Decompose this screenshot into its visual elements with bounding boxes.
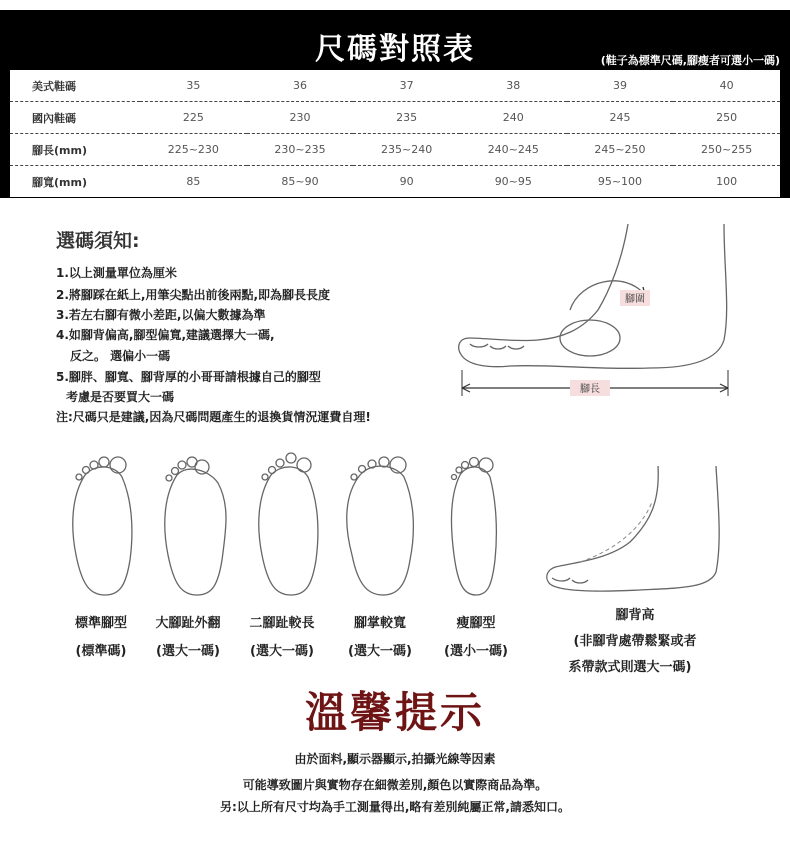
- foot-type-name: 腳掌較寬: [353, 616, 406, 631]
- table-cell: 240~245: [460, 134, 567, 166]
- size-chart-title: 尺碼對照表: [315, 32, 475, 67]
- note-line: 3.若左右腳有微小差距,以偏大數據為準: [56, 308, 266, 322]
- girth-label: 腳圍: [625, 294, 645, 305]
- foot-type-advice: (選大一碼): [348, 644, 412, 659]
- notes-title: 選碼須知:: [56, 230, 140, 252]
- foot-type-advice: (標準碼): [75, 644, 127, 659]
- foot-measure-diagram: [450, 220, 750, 410]
- high-instep-title: 腳背高: [615, 608, 655, 623]
- table-cell: 38: [460, 70, 567, 102]
- table-cell: 90: [399, 175, 414, 188]
- standard-foot-icon: [73, 457, 132, 595]
- table-row: [10, 70, 780, 102]
- table-cell: 235: [353, 102, 460, 134]
- table-cell: 235~240: [353, 134, 460, 166]
- note-line: 1.以上測量單位為厘米: [56, 266, 177, 280]
- table-cell: 250: [673, 102, 780, 134]
- size-chart-note: (鞋子為標準尺碼,腳瘦者可選小一碼): [600, 54, 780, 67]
- note-line: 注:尺碼只是建議,因為尺碼問題產生的退換貨情況運費自理!: [56, 410, 371, 424]
- table-row: [10, 166, 780, 198]
- bunion-foot-icon: [165, 457, 226, 595]
- note-line: 2.將腳踩在紙上,用筆尖點出前後兩點,即為腳長長度: [56, 288, 331, 302]
- tip-line: 另:以上所有尺寸均為手工測量得出,略有差別純屬正常,請悉知口。: [220, 800, 570, 814]
- note-line: 考慮是否要買大一碼: [66, 390, 175, 404]
- table-cell: 36: [247, 70, 354, 102]
- tip-line: 可能導致圖片與實物存在細微差別,顏色以實際商品為準。: [242, 778, 548, 792]
- slim-foot-icon: [452, 458, 497, 596]
- foot-type-advice: (選小一碼): [444, 644, 508, 659]
- high-instep-line1: (非腳背處帶鬆緊或者: [573, 634, 697, 649]
- foot-type-name: 二腳趾較長: [249, 616, 315, 631]
- table-cell: 85~90: [281, 175, 319, 188]
- table-cell: 230~235: [247, 134, 354, 166]
- size-chart-panel: [0, 10, 790, 198]
- foot-type-advice: (選大一碼): [156, 644, 220, 659]
- note-line: 4.如腳背偏高,腳型偏寬,建議選擇大一碼,: [56, 328, 275, 342]
- table-cell: 85: [186, 175, 201, 188]
- foot-type-name: 瘦腳型: [456, 616, 496, 631]
- high-instep-line2: 系帶款式則選大一碼): [568, 660, 692, 675]
- table-row: [10, 102, 780, 134]
- table-cell: 230: [247, 102, 354, 134]
- table-cell: 37: [353, 70, 460, 102]
- tip-line: 由於面料,顯示器顯示,拍攝光線等因素: [294, 752, 496, 766]
- table-cell: 225~230: [140, 134, 247, 166]
- note-line: 反之。 選偏小一碼: [70, 349, 171, 363]
- table-cell: 245~250: [567, 134, 674, 166]
- row-label: 國內鞋碼: [10, 102, 140, 134]
- table-cell: 240: [460, 102, 567, 134]
- table-cell: 100: [716, 175, 738, 188]
- row-label: 腳寬(mm): [32, 175, 87, 189]
- table-cell: 95~100: [597, 175, 643, 188]
- long-second-toe-foot-icon: [259, 453, 318, 595]
- size-table: [10, 70, 780, 197]
- foot-types-drawing: [60, 445, 520, 610]
- wide-foot-icon: [347, 457, 414, 595]
- foot-type-name: 大腳趾外翻: [155, 616, 221, 631]
- table-cell: 40: [673, 70, 780, 102]
- table-cell: 250~255: [673, 134, 780, 166]
- table-cell: 245: [567, 102, 674, 134]
- table-row: [10, 134, 780, 166]
- foot-type-name: 標準腳型: [74, 616, 127, 631]
- row-label: 美式鞋碼: [10, 70, 140, 102]
- high-instep-foot-icon: [540, 462, 730, 597]
- length-label: 腳長: [580, 384, 600, 395]
- table-cell: 90~95: [494, 175, 532, 188]
- table-cell: 225: [140, 102, 247, 134]
- foot-type-advice: (選大一碼): [250, 644, 314, 659]
- row-label: 腳長(mm): [10, 134, 140, 166]
- note-line: 5.腳胖、腳寬、腳背厚的小哥哥請根據自己的腳型: [56, 370, 321, 384]
- table-cell: 35: [140, 70, 247, 102]
- tip-title: 溫馨提示: [304, 688, 485, 737]
- table-cell: 39: [567, 70, 674, 102]
